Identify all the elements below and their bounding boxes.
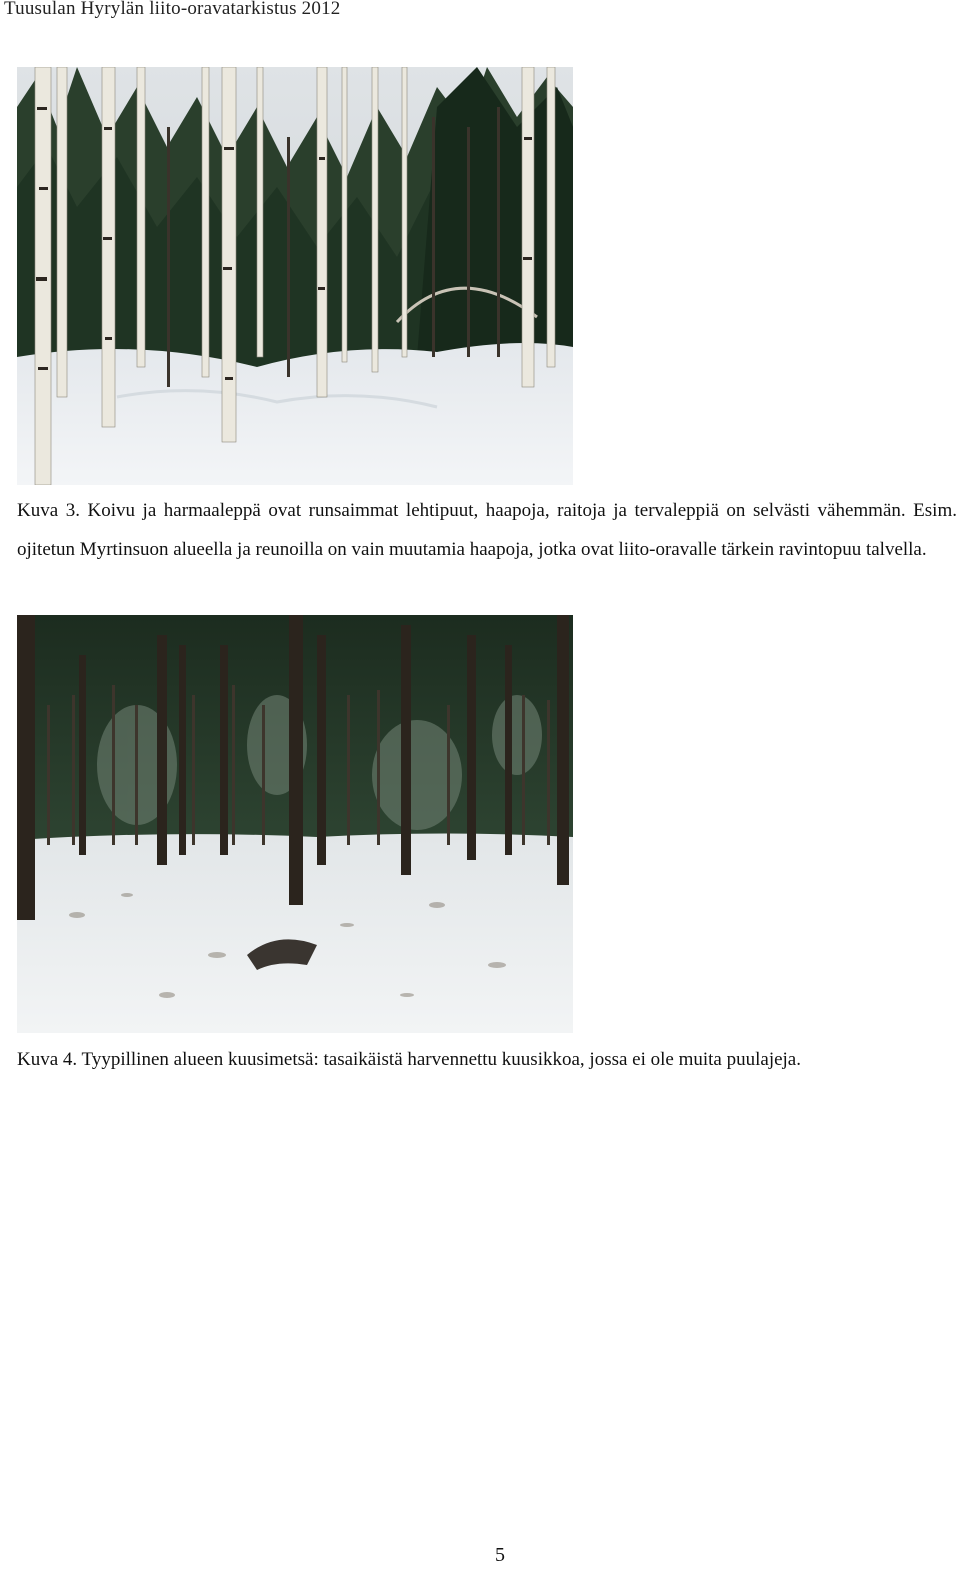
running-header: Tuusulan Hyrylän liito-oravatarkistus 2012 (4, 0, 341, 19)
figure-caption-4: Kuva 4. Tyypillinen alueen kuusimetsä: tasaikäistä harvennettu kuusikkoa, jossa ei ole muita puulajeja. (17, 1049, 801, 1070)
photo-birch-forest (17, 67, 573, 485)
page-number: 5 (495, 1544, 505, 1566)
figure-caption-3: Kuva 3. Koivu ja harmaaleppä ovat runsaimmat lehtipuut, haapoja, raitoja ja tervaleppiä on selvästi vähemmän. Esim. ojitetun Myrtinsuon alueella ja reunoilla on vain muutamia haapoja, jotka ovat liito-oravalle tärkein ravintopuu talvella. (17, 500, 957, 560)
photo-spruce-forest (17, 615, 573, 1033)
